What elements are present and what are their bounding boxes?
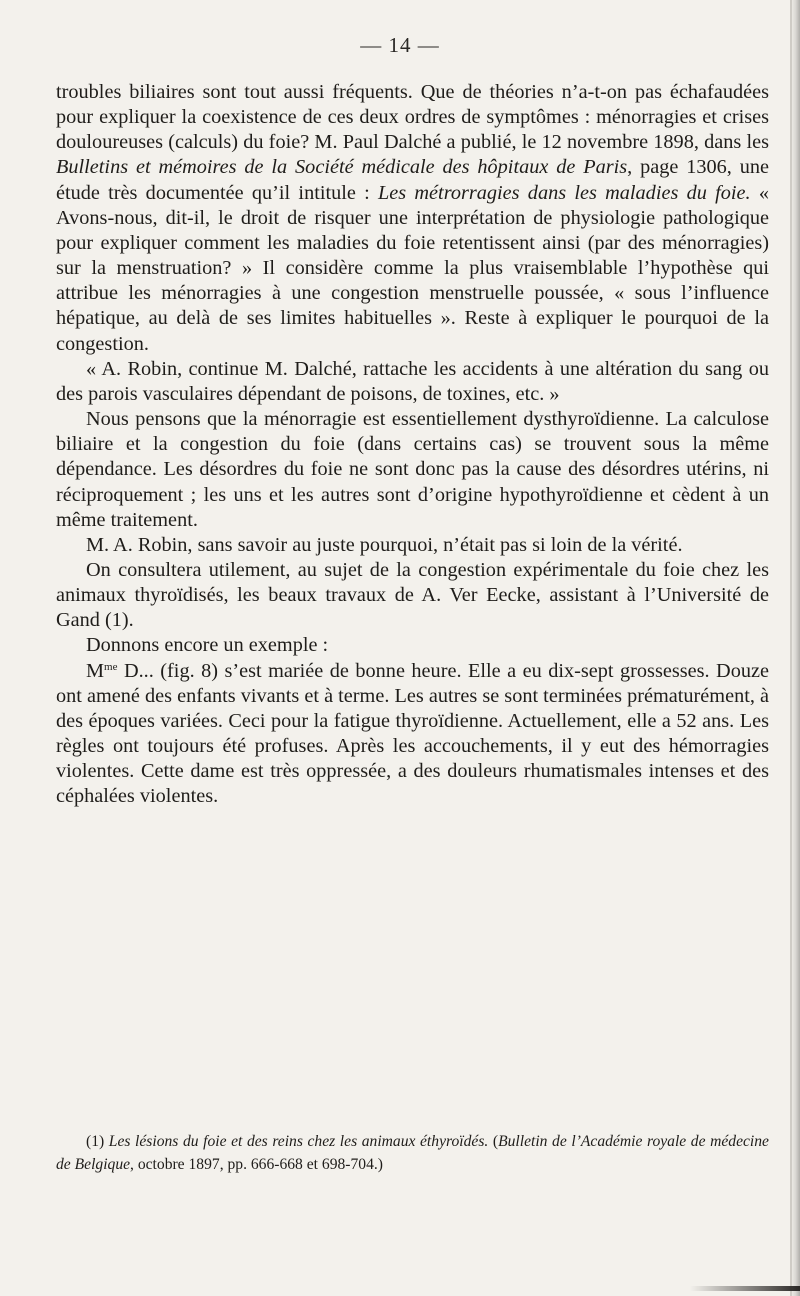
- footnote-open-paren: (: [492, 1133, 499, 1150]
- paragraph-2: « A. Robin, continue M. Dalché, rattache les accidents à une altération du sang ou des parois vasculaires dépendant de poisons, de toxines, etc. »: [56, 357, 769, 405]
- footnote-reference: (1): [105, 609, 129, 632]
- study-title: Les métrorragies dans les maladies du foie.: [378, 181, 751, 204]
- footnote-marker: (1): [86, 1133, 105, 1150]
- paragraph-7-text: D... (fig. 8) s’est mariée de bonne heure. Elle a eu dix-sept grossesses. Douze ont amené des enfants vivants et à terme. Les autres se sont terminées prématurément, à des époques variées. Ceci pour la fatigue thyroïdienne. Actuellement, elle a 52 ans. Les règles ont toujours été profuses. Après les accouchements, il y eut des hémorragies violentes. Cette dame est très oppressée, a des douleurs rhumatismales intenses et des céphalées violentes.: [56, 659, 769, 808]
- paragraph-1: [56, 80, 769, 357]
- paragraph-7-lead-sup: me: [104, 660, 118, 673]
- page-edge-line: [790, 0, 792, 1296]
- body-text: [56, 80, 769, 810]
- footnote-text: [56, 1130, 769, 1176]
- footnote-title: Les lésions du foie et des reins chez les animaux éthyroïdés.: [108, 1133, 489, 1150]
- footnote: [56, 1130, 769, 1176]
- bottom-edge-mark: [690, 1286, 800, 1291]
- paragraph-1-text-c: « Avons-nous, dit-il, le droit de risquer une interprétation de physiologie pathologique pour expliquer comment les maladies du foie retentissent ainsi (par des ménorragies) sur la menstruation? » Il considère comme la plus vraisemblable l’hypothèse qui attribue les ménorragies à une congestion menstruelle poussée, « sous l’influence hépatique, au delà de ses limites habituelles ». Reste à expliquer le pourquoi de la congestion.: [56, 181, 769, 355]
- paragraph-7: [56, 659, 769, 810]
- paragraph-3: Nous pensons que la ménorragie est essentiellement dysthyroïdienne. La calculose biliaire et la congestion du foie (dans certains cas) se trouvent sous la même dépendance. Les désordres du foie ne sont donc pas la cause des désordres utérins, ni réciproquement ; les uns et les autres sont d’origine hypothyroïdienne et cèdent à un même traitement.: [56, 408, 769, 531]
- paragraph-7-lead: M: [86, 659, 105, 682]
- paragraph-5-text-a: On consultera utilement, au sujet de la congestion expérimentale du foie chez les animaux thyroïdisés, les beaux travaux de A. Ver Eecke, assistant à l’Université de Gand: [56, 558, 769, 632]
- footnote-journal: Bulletin de l’Académie royale de médecine de Belgique: [56, 1133, 769, 1173]
- paragraph-1-text-a: troubles biliaires sont tout aussi fréquents. Que de théories n’a-t-on pas échafaudées pour expliquer la coexistence de ces deux ordres de symptômes : ménorragies et crises douloureuses (calculs) du foie? M. Paul Dalché a publié, le 12 novembre 1898, dans les: [56, 81, 769, 154]
- paragraph-6: Donnons encore un exemple :: [86, 634, 329, 657]
- page-number: — 14 —: [360, 33, 440, 57]
- paragraph-1-text-b: , page 1306, une étude très documentée qu’il intitule :: [56, 156, 770, 204]
- bulletins-title: Bulletins et mémoires de la Société médicale des hôpitaux de Paris: [56, 156, 628, 179]
- paragraph-5-text-b: .: [128, 609, 134, 632]
- footnote-details: , octobre 1897, pp. 666-668 et 698-704.): [130, 1156, 383, 1173]
- paragraph-5: [56, 558, 769, 633]
- paragraph-4: M. A. Robin, sans savoir au juste pourquoi, n’était pas si loin de la vérité.: [86, 533, 683, 556]
